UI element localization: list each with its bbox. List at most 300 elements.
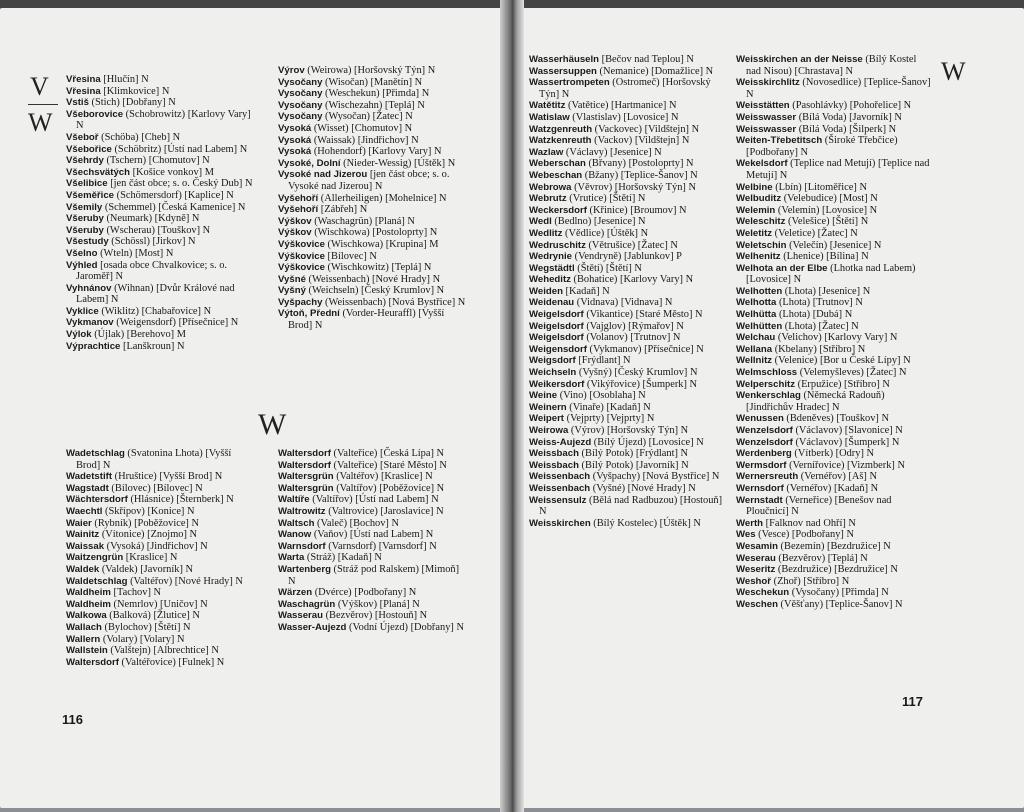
left-column-a-top: [66, 74, 254, 352]
entry-details: (Lhota) [Trutnov] N: [776, 297, 863, 309]
index-entry: [66, 645, 254, 657]
entry-headword: Vysoká: [278, 122, 312, 134]
margin-letter-w: W: [28, 108, 53, 137]
index-entry: [66, 283, 254, 306]
entry-details: [jen část obce; s. o. Český Dub] N: [107, 178, 253, 190]
index-entry: [736, 158, 932, 181]
index-entry: [529, 483, 727, 495]
entry-details: (Bělá nad Radbuzou) [Hostouň] N: [539, 494, 723, 518]
entry-headword: Vřesina: [66, 85, 101, 97]
index-entry: [66, 190, 254, 202]
entry-details: [Bečov nad Teplou] N: [599, 54, 694, 65]
entry-headword: Wasserau: [278, 610, 323, 622]
entry-headword: Weissbach: [529, 459, 579, 471]
entry-details: (Bezdružice) [Bezdružice] N: [775, 564, 898, 576]
index-entry: [736, 193, 932, 205]
index-entry: [736, 309, 932, 321]
index-entry: [278, 216, 466, 228]
index-entry: [736, 321, 932, 333]
index-entry: [736, 228, 932, 240]
entry-headword: Watzkenreuth: [529, 135, 592, 147]
index-entry: [66, 471, 254, 483]
index-entry: [278, 587, 466, 599]
entry-details: (Bedlno) [Jesenice] N: [551, 216, 646, 228]
entry-headword: Watzgenreuth: [529, 123, 593, 135]
index-entry: [278, 285, 466, 297]
entry-details: (Vlastislav) [Lovosice] N: [569, 111, 679, 123]
index-entry: [66, 518, 254, 530]
entry-headword: Wes: [736, 529, 756, 541]
index-entry: [736, 355, 932, 367]
entry-details: (Vernéřov) [Kadaň] N: [783, 482, 879, 494]
index-entry: [278, 111, 466, 123]
index-entry: [529, 344, 727, 356]
index-entry: [736, 483, 932, 495]
index-entry: [66, 529, 254, 541]
entry-headword: Webrutz: [529, 193, 567, 205]
index-entry: [736, 448, 932, 460]
entry-details: (Věvrov) [Horšovský Týn] N: [571, 181, 696, 193]
page-number-left: 116: [62, 712, 83, 727]
entry-headword: Waier: [66, 517, 92, 529]
entry-headword: Weberschan: [529, 158, 586, 170]
entry-headword: Výlok: [66, 329, 92, 341]
entry-details: (Dvérce) [Podbořany] N: [312, 587, 417, 599]
index-entry: [529, 390, 727, 402]
entry-details: [Tachov] N: [110, 587, 162, 599]
index-entry: [278, 308, 466, 331]
entry-headword: Všestudy: [66, 236, 109, 248]
index-entry: [736, 599, 932, 611]
entry-details: (Bohatice) [Karlovy Vary] N: [570, 274, 694, 286]
index-entry: [736, 100, 932, 112]
index-entry: [278, 239, 466, 251]
entry-details: (Hruštice) [Vyšší Brod] N: [112, 471, 223, 483]
index-entry: [278, 529, 466, 541]
entry-headword: Wedrynie: [529, 251, 573, 263]
entry-details: (Vorder-Heuraffl) [Vyšší Brod] N: [288, 308, 445, 332]
index-entry: [529, 193, 727, 205]
index-entry: [736, 205, 932, 217]
entry-headword: Welhütten: [736, 320, 783, 332]
entry-headword: Waissak: [66, 540, 105, 552]
entry-details: (Schöba) [Cheb] N: [98, 131, 181, 143]
entry-details: [Frýdlant] N: [575, 355, 631, 367]
entry-details: [Bílovec] N: [324, 250, 377, 262]
index-entry: [66, 448, 254, 471]
index-entry: [66, 541, 254, 553]
entry-headword: Wedlitz: [529, 227, 563, 239]
entry-headword: Wedruschitz: [529, 239, 586, 251]
entry-headword: Watětitz: [529, 100, 566, 112]
index-entry: [736, 332, 932, 344]
entry-headword: Weidenau: [529, 297, 575, 309]
index-entry: [278, 610, 466, 622]
entry-headword: Wellnitz: [736, 355, 773, 367]
index-entry: [66, 144, 254, 156]
entry-details: (Bílý Potok) [Javorník] N: [578, 459, 689, 471]
entry-details: (Valtéřov) [Nové Hrady] N: [127, 575, 243, 587]
entry-headword: Weigelsdorf: [529, 332, 584, 344]
left-column-b-bottom: [278, 448, 466, 634]
entry-details: (Vítonice) [Znojmo] N: [99, 529, 198, 541]
entry-headword: Weckersdorf: [529, 204, 587, 216]
entry-headword: Výškovice: [278, 250, 325, 262]
entry-details: (Vesce) [Podbořany] N: [755, 529, 854, 541]
index-entry: [529, 170, 727, 182]
entry-details: [osada obce Chvalkovice; s. o. Jaroměř] N: [76, 259, 228, 283]
index-entry: [278, 204, 466, 216]
index-entry: [278, 483, 466, 495]
index-entry: [66, 329, 254, 341]
entry-details: (Velebudice) [Most] N: [781, 193, 878, 205]
entry-details: [Košice vonkov] M: [130, 166, 214, 178]
entry-details: (Vackov) [Vildštejn] N: [591, 135, 690, 147]
entry-headword: Vstiš: [66, 97, 89, 109]
entry-headword: Wernersreuth: [736, 471, 799, 483]
entry-headword: Waschagrün: [278, 598, 336, 610]
entry-details: (Schobrowitz) [Karlovy Vary] N: [76, 108, 251, 132]
index-entry: [736, 54, 932, 77]
entry-headword: Wekelsdorf: [736, 158, 788, 170]
entry-headword: Weisswasser: [736, 111, 797, 123]
entry-details: (Lbín) [Litoměřice] N: [772, 181, 867, 193]
entry-headword: Wasserhäuseln: [529, 54, 600, 65]
index-entry: [66, 225, 254, 237]
entry-headword: Wedl: [529, 216, 552, 228]
index-entry: [736, 135, 932, 158]
entry-headword: Weirowa: [529, 425, 569, 436]
margin-letter-divider: [28, 104, 58, 105]
index-entry: [278, 135, 466, 147]
entry-headword: Welbuditz: [736, 193, 782, 205]
entry-details: (Vejprty) [Vejprty] N: [564, 413, 655, 425]
entry-details: (Vědlice) [Úštěk] N: [562, 227, 649, 239]
entry-headword: Waldheim: [66, 587, 111, 599]
entry-details: (Stich) [Dobřany] N: [88, 97, 176, 109]
entry-details: (Wisočan) [Manětín] N: [322, 76, 423, 88]
entry-headword: Wallstein: [66, 645, 108, 657]
index-entry: [736, 437, 932, 449]
entry-headword: Watislaw: [529, 111, 570, 123]
entry-details: (Erpužice) [Stříbro] N: [795, 378, 890, 390]
entry-details: (Valdek) [Javorník] N: [99, 563, 194, 575]
entry-details: (Stráž) [Kadaň] N: [304, 552, 382, 564]
entry-headword: Vysočany: [278, 111, 323, 123]
entry-headword: Výprachtice: [66, 340, 121, 352]
entry-headword: Waldetschlag: [66, 575, 128, 587]
index-entry: [736, 182, 932, 194]
entry-details: (Balková) [Žlutice] N: [106, 610, 200, 622]
entry-headword: Všeměřice: [66, 189, 115, 201]
index-entry: [736, 541, 932, 553]
entry-headword: Weiten-Třebetitsch: [736, 135, 823, 147]
index-entry: [736, 297, 932, 309]
margin-letter-w-right: W: [941, 57, 966, 86]
index-entry: [529, 355, 727, 367]
entry-headword: Vysočany: [278, 99, 323, 111]
entry-headword: Výhled: [66, 259, 98, 271]
index-entry: [66, 213, 254, 225]
index-entry: [66, 552, 254, 564]
index-entry: [736, 112, 932, 124]
entry-headword: Weigelsdorf: [529, 309, 584, 321]
page-number-right: 117: [902, 694, 923, 709]
entry-headword: Všeruby: [66, 224, 104, 236]
entry-headword: Weiss-Aujezd: [529, 436, 592, 448]
entry-headword: Welhotta: [736, 297, 777, 309]
index-entry: [736, 286, 932, 298]
entry-headword: Weipert: [529, 413, 565, 425]
entry-headword: Všechsvätých: [66, 166, 130, 178]
entry-details: (Weissenbach) [Nové Hrady] N: [305, 273, 441, 285]
index-entry: [278, 494, 466, 506]
entry-details: (Vackovec) [Vildštejn] N: [592, 123, 700, 135]
entry-headword: Všeborovice: [66, 108, 124, 120]
entry-details: (Valtrovice) [Jaroslavice] N: [325, 505, 444, 517]
entry-headword: Wenzelsdorf: [736, 425, 793, 436]
index-entry: [529, 135, 727, 147]
entry-headword: Vyšpachy: [278, 296, 323, 308]
entry-headword: Vysočany: [278, 76, 323, 88]
entry-headword: Wadetstift: [66, 471, 113, 483]
entry-headword: Vysoké, Dolní: [278, 157, 341, 169]
entry-details: (Vino) [Osoblaha] N: [557, 390, 646, 402]
index-entry: [529, 251, 727, 263]
entry-headword: Weissbach: [529, 448, 579, 460]
index-entry: [278, 622, 466, 634]
index-entry: [278, 227, 466, 239]
entry-details: (Bílá Voda) [Javorník] N: [796, 111, 902, 123]
entry-details: (Weschekun) [Přimda] N: [322, 88, 430, 100]
index-entry: [66, 306, 254, 318]
entry-details: (Wihnan) [Dvůr Králové nad Labem] N: [76, 282, 235, 306]
entry-headword: Webrowa: [529, 181, 572, 193]
entry-details: (Vykmanov) [Přísečnice] N: [586, 343, 704, 355]
index-entry: [736, 124, 932, 136]
entry-headword: Vyklice: [66, 305, 99, 317]
entry-details: (Vendryně) [Jablunkov] P: [572, 251, 682, 263]
entry-headword: Waitzengrün: [66, 552, 124, 564]
entry-details: (Nemanice) [Domažlice] N: [596, 65, 714, 77]
entry-details: (Vrutice) [Štětí] N: [566, 193, 646, 205]
entry-headword: Waechtl: [66, 505, 103, 517]
entry-details: (Wischezahn) [Teplá] N: [322, 99, 425, 111]
entry-headword: Werth: [736, 517, 764, 529]
entry-details: (Wscherau) [Touškov] N: [103, 224, 211, 236]
entry-details: (Vinaře) [Kadaň] N: [566, 401, 651, 413]
entry-headword: Vyšehoří: [278, 192, 319, 204]
entry-details: (Wteln) [Most] N: [97, 247, 174, 259]
index-entry: [529, 147, 727, 159]
index-entry: [529, 274, 727, 286]
entry-details: (Weissenbach) [Nová Bystřice] N: [322, 296, 466, 308]
index-entry: [66, 657, 254, 669]
index-entry: [66, 622, 254, 634]
entry-headword: Weissensulz: [529, 494, 587, 506]
entry-details: (Wischkowa) [Postoloprty] N: [311, 227, 438, 239]
index-entry: [529, 460, 727, 472]
entry-details: (Schössl) [Jirkov] N: [108, 236, 196, 248]
entry-headword: Wernstadt: [736, 494, 783, 506]
entry-headword: Weichseln: [529, 367, 577, 379]
index-entry: [66, 483, 254, 495]
entry-details: [Kraslice] N: [123, 552, 178, 564]
index-entry: [529, 495, 727, 518]
index-entry: [278, 599, 466, 611]
entry-details: (Verneřice) [Benešov nad Ploučnicí] N: [746, 494, 892, 518]
entry-headword: Výtoň, Přední: [278, 308, 340, 320]
entry-details: (Kbelany) [Stříbro] N: [772, 343, 866, 355]
index-entry: [66, 132, 254, 144]
entry-headword: Wartenberg: [278, 563, 331, 575]
index-entry: [736, 344, 932, 356]
entry-headword: Waldheim: [66, 598, 111, 610]
index-entry: [529, 216, 727, 228]
entry-details: (Skřípov) [Konice] N: [102, 505, 195, 517]
entry-details: (Vodní Újezd) [Dobřany] N: [346, 621, 464, 633]
entry-details: (Neumark) [Kdyně] N: [103, 213, 200, 225]
index-entry: [66, 341, 254, 353]
entry-headword: Werdenberg: [736, 448, 792, 460]
entry-details: (Varnsdorf) [Varnsdorf] N: [325, 540, 437, 552]
entry-headword: Weseritz: [736, 564, 776, 576]
entry-details: (Velešice) [Štětí] N: [785, 216, 869, 228]
index-entry: [529, 286, 727, 298]
index-entry: [529, 124, 727, 136]
entry-details: (Lhota) [Dubá] N: [776, 309, 853, 321]
entry-details: (Waschagrün) [Planá] N: [311, 215, 415, 227]
entry-headword: Wainitz: [66, 529, 100, 541]
entry-headword: Webeschan: [529, 169, 583, 181]
entry-details: (Schömersdorf) [Kaplice] N: [114, 189, 234, 201]
entry-headword: Weisskirchlitz: [736, 77, 800, 89]
entry-details: (Veletice) [Žatec] N: [772, 227, 858, 239]
entry-headword: Welhotten: [736, 285, 783, 297]
entry-headword: Wächtersdorf: [66, 494, 128, 506]
entry-details: (Wysočan) [Žatec] N: [322, 111, 413, 123]
index-entry: [529, 425, 727, 437]
index-entry: [736, 390, 932, 413]
left-column-b-top: [278, 65, 466, 332]
index-entry: [66, 634, 254, 646]
index-entry: [736, 379, 932, 391]
entry-headword: Všehrdy: [66, 155, 104, 167]
entry-details: [Klimkovice] N: [100, 85, 170, 97]
section-heading: W: [258, 408, 287, 441]
index-entry: [736, 425, 932, 437]
entry-headword: Wanow: [278, 529, 312, 541]
entry-details: (Německá Radouň) [Jindřichův Hradec] N: [746, 390, 885, 413]
entry-details: (Lhenice) [Bílina] N: [780, 251, 869, 263]
index-entry: [278, 274, 466, 286]
entry-headword: Výškovice: [278, 238, 325, 250]
entry-details: (Svatonina Lhota) [Vyšší Brod] N: [76, 448, 232, 471]
left-page: [0, 8, 506, 808]
entry-details: (Bílý Kostelec) [Úštěk] N: [590, 517, 701, 529]
entry-details: (Vernířovice) [Vizmberk] N: [786, 459, 905, 471]
entry-headword: Výrov: [278, 65, 305, 76]
entry-headword: Wadetschlag: [66, 448, 125, 459]
entry-details: (Tschern) [Chomutov] N: [103, 155, 210, 167]
entry-details: (Bílý Potok) [Frýdlant] N: [578, 448, 689, 460]
entry-headword: Všelno: [66, 247, 98, 259]
entry-details: (Valtířov) [Poběžovice] N: [333, 482, 445, 494]
entry-details: [Hlučín] N: [100, 74, 149, 85]
index-entry: [278, 123, 466, 135]
entry-details: (Bylochov) [Štětí] N: [101, 621, 191, 633]
index-entry: [66, 178, 254, 190]
entry-headword: Warnsdorf: [278, 540, 326, 552]
index-entry: [529, 518, 727, 530]
entry-headword: Waltersgrün: [278, 482, 334, 494]
entry-headword: Wazlaw: [529, 146, 564, 158]
entry-details: (Nieder-Wessig) [Úštěk] N: [340, 157, 456, 169]
entry-details: (Újlak) [Berehovo] M: [91, 329, 186, 341]
index-entry: [529, 112, 727, 124]
entry-headword: Waltersdorf: [278, 459, 331, 471]
index-entry: [736, 216, 932, 228]
index-entry: [278, 518, 466, 530]
entry-details: (Wisset) [Chomutov] N: [311, 122, 413, 134]
entry-headword: Welemin: [736, 204, 776, 216]
index-entry: [66, 494, 254, 506]
entry-details: (Wiklitz) [Chabařovice] N: [98, 305, 212, 317]
index-entry: [66, 248, 254, 260]
right-column-a: [529, 54, 727, 529]
entry-details: (Vernéřov) [Aš] N: [798, 471, 877, 483]
entry-details: (Weichseln) [Český Krumlov] N: [305, 285, 445, 297]
right-page: [511, 8, 1024, 808]
entry-headword: Weserau: [736, 552, 776, 564]
index-entry: [736, 251, 932, 263]
entry-details: (Vatětice) [Hartmanice] N: [565, 100, 677, 112]
entry-headword: Wegstädtl: [529, 262, 575, 274]
entry-details: (Bílý Kostel nad Nisou) [Chrastava] N: [746, 54, 917, 77]
index-entry: [736, 529, 932, 541]
entry-headword: Waltsch: [278, 517, 315, 529]
entry-headword: Weikersdorf: [529, 378, 585, 390]
entry-details: (Nemrlov) [Uničov] N: [110, 598, 208, 610]
index-entry: [278, 65, 466, 77]
entry-headword: Weiden: [529, 285, 563, 297]
entry-headword: Weisstätten: [736, 100, 790, 112]
entry-headword: Weisskirchen an der Neisse: [736, 54, 863, 65]
entry-headword: Waltrowitz: [278, 505, 326, 517]
entry-headword: Welperschitz: [736, 378, 796, 390]
index-entry: [278, 552, 466, 564]
index-entry: [529, 228, 727, 240]
entry-details: (Wischkowa) [Krupina] M: [324, 238, 439, 250]
entry-details: [Lanškroun] N: [120, 340, 185, 352]
entry-headword: Wagstadt: [66, 482, 109, 494]
entry-details: (Křinice) [Broumov] N: [586, 204, 687, 216]
entry-details: (Velemín) [Lovosice] N: [775, 204, 878, 216]
index-entry: [736, 240, 932, 252]
entry-details: (Výškov) [Planá] N: [335, 598, 420, 610]
index-entry: [529, 54, 727, 66]
entry-headword: Warta: [278, 552, 305, 564]
entry-headword: Wallern: [66, 633, 101, 645]
index-entry: [66, 86, 254, 98]
index-entry: [529, 100, 727, 112]
index-entry: [278, 193, 466, 205]
entry-details: (Velemyšleves) [Žatec] N: [797, 367, 907, 379]
entry-headword: Všemily: [66, 201, 103, 213]
entry-details: (Výrov) [Horšovský Týn] N: [568, 425, 689, 436]
entry-headword: Wermsdorf: [736, 459, 787, 471]
entry-headword: Výškovice: [278, 262, 325, 274]
